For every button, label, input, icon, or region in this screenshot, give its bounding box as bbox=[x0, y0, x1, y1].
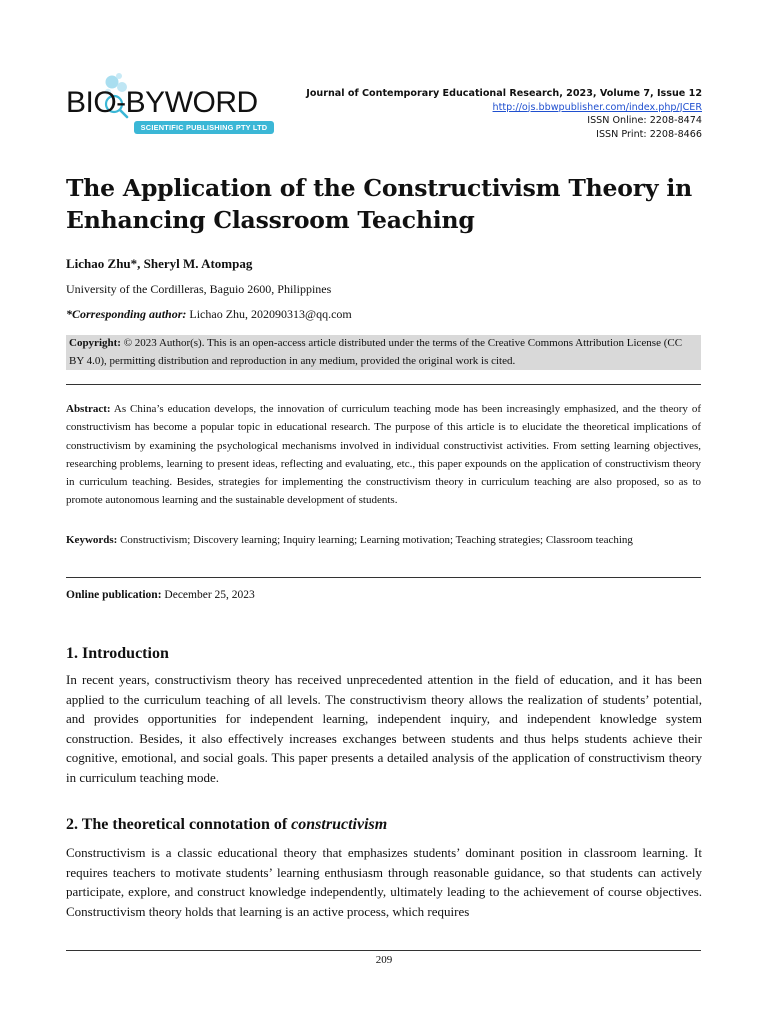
article-authors: Lichao Zhu*, Sheryl M. Atompag bbox=[66, 256, 253, 271]
logo-wordmark: BIO-BYWORD bbox=[66, 86, 258, 119]
author-affiliation: University of the Cordilleras, Baguio 2600, Philippines bbox=[66, 282, 332, 296]
online-date: December 25, 2023 bbox=[161, 589, 255, 601]
online-label: Online publication: bbox=[66, 589, 162, 601]
section-heading-italic: constructivism bbox=[291, 816, 388, 833]
journal-info bbox=[306, 87, 702, 141]
online-publication bbox=[66, 589, 255, 601]
corresponding-label: *Corresponding author: bbox=[66, 307, 187, 321]
divider-middle bbox=[66, 577, 701, 578]
corresponding-author bbox=[66, 307, 352, 322]
abstract bbox=[66, 400, 701, 510]
copyright-text: © 2023 Author(s). This is an open-access article distributed under the terms of the Creative Commons Attribution License (CC BY 4.0), permitting distribution and reproduction in any medium, provided the original work is cited. bbox=[69, 337, 683, 367]
corresponding-value: Lichao Zhu, 202090313@qq.com bbox=[186, 307, 352, 321]
keywords bbox=[66, 531, 701, 549]
divider-top bbox=[66, 384, 701, 385]
section-body-introduction: In recent years, constructivism theory has received unprecedented attention in the field of education, and it has been applied to the curriculum teaching of all levels. The constructivism theory allows the realization of students’ potential, and provides opportunities for independent learning, independent inquiry, and independent knowledge system construction. Besides, it also effectively increases exchanges between students and thus helps students achieve their cognitive, emotional, and social goals. This paper presents a detailed analysis of the application of constructivism theory in curriculum teaching mode. bbox=[66, 672, 702, 785]
keywords-label: Keywords: bbox=[66, 534, 118, 546]
article-title: The Application of the Constructivism Theory in Enhancing Classroom Teaching bbox=[66, 174, 692, 234]
copyright-notice bbox=[66, 335, 701, 370]
section-heading-theoretical-connotation bbox=[66, 816, 387, 834]
journal-title: Journal of Contemporary Educational Research, 2023, Volume 7, Issue 12 bbox=[306, 88, 702, 99]
copyright-label: Copyright: bbox=[69, 337, 121, 349]
abstract-label: Abstract: bbox=[66, 403, 111, 415]
publisher-logo bbox=[64, 72, 279, 136]
divider-footer bbox=[66, 950, 701, 951]
logo-tagline: SCIENTIFIC PUBLISHING PTY LTD bbox=[134, 121, 274, 134]
keywords-text: Constructivism; Discovery learning; Inquiry learning; Learning motivation; Teaching strategies; Classroom teaching bbox=[117, 534, 633, 546]
section-heading-introduction: 1. Introduction bbox=[66, 645, 169, 662]
abstract-text: As China’s education develops, the innovation of curriculum teaching mode has been increasingly emphasized, and the theory of constructivism has become a popular topic in educational research. The purpose of this article is to elucidate the theoretical implications of constructivism by examining the psychological mechanisms involved in individual constructivist activities. From setting learning objectives, researching problems, learning to present ideas, reflecting and evaluating, etc., this paper expounds on the application of constructivism theory in curriculum teaching. Besides, strategies for implementing the constructivism theory in curriculum teaching are also proposed, so as to promote autonomous learning and the sustainable development of students. bbox=[66, 403, 701, 507]
section-heading-prefix: 2. The theoretical connotation of bbox=[66, 816, 292, 833]
issn-print: ISSN Print: 2208-8466 bbox=[596, 128, 702, 140]
page-number: 209 bbox=[375, 954, 393, 966]
section-body-theoretical-connotation: Constructivism is a classic educational theory that emphasizes students’ dominant position in classroom learning. It requires teachers to motivate students’ learning enthusiasm through reasonable guidance, so that students can actively participate, explore, and construct knowledge independently, ultimately leading to the achievement of course objectives. Constructivism theory holds that learning is an active process, which requires bbox=[66, 845, 702, 919]
issn-online: ISSN Online: 2208-8474 bbox=[587, 115, 702, 127]
journal-url-link[interactable]: http://ojs.bbwpublisher.com/index.php/JCER bbox=[492, 101, 702, 113]
